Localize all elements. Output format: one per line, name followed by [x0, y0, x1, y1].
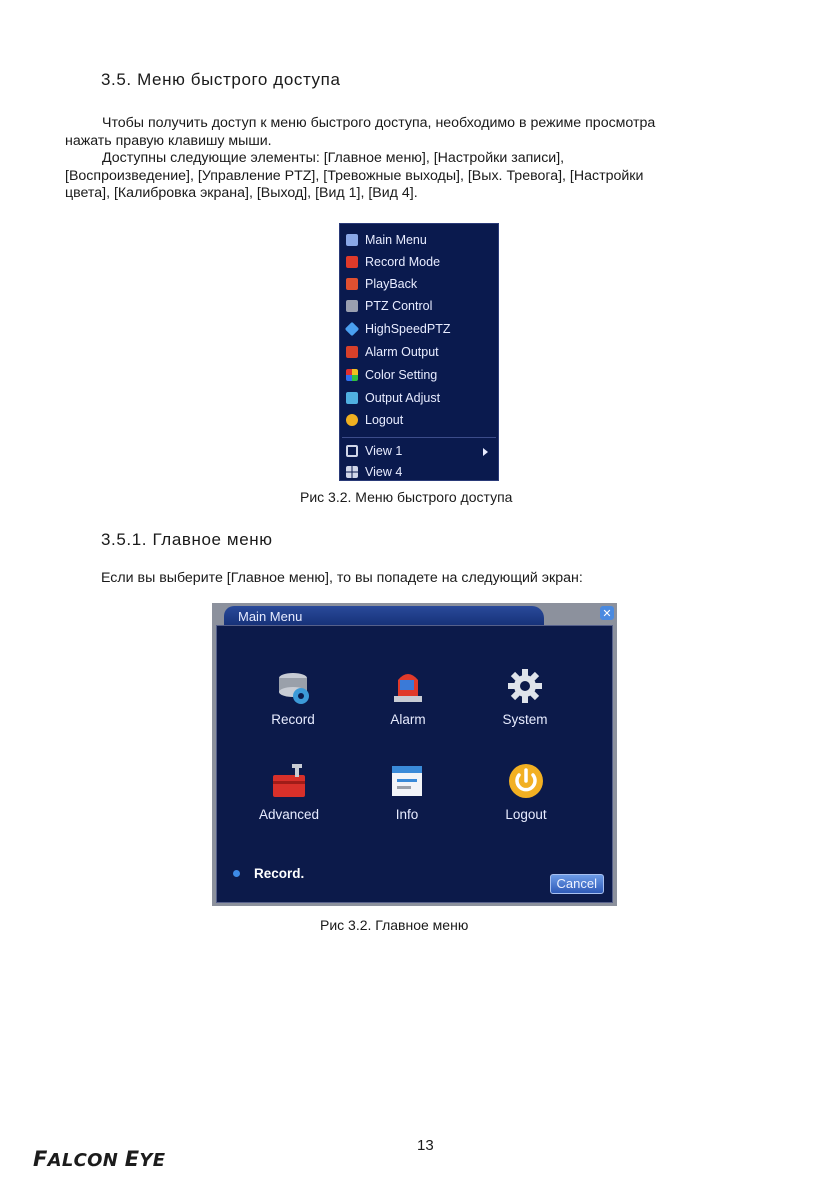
tile-record-label: Record: [271, 712, 315, 727]
alarm-icon: [388, 666, 428, 706]
menu-item-label: Main Menu: [365, 233, 427, 247]
tile-logout-label: Logout: [505, 807, 547, 822]
list-line-3: цвета], [Калибровка экрана], [Выход], [Вид 1], [Вид 4].: [65, 185, 418, 201]
tile-alarm-label: Alarm: [390, 712, 426, 727]
record-icon: [273, 666, 313, 706]
menu-item-label: View 1: [365, 444, 403, 458]
output-adjust-icon: [346, 392, 358, 404]
menu-item-label: Color Setting: [365, 368, 438, 382]
tile-info-label: Info: [395, 807, 419, 822]
view4-icon: [346, 466, 358, 478]
menu-item-label: Output Adjust: [365, 391, 441, 405]
figure-caption-2: Рис 3.2. Главное меню: [320, 917, 469, 933]
main-menu-window: [216, 625, 613, 903]
menu-separator: [342, 437, 496, 438]
close-icon[interactable]: ✕: [600, 606, 614, 620]
main-menu-icon: [346, 234, 358, 246]
tile-system-label: System: [502, 712, 548, 727]
menu-item-view-4[interactable]: [346, 462, 402, 482]
falcon-eye-logo: FALCON EYE: [33, 1147, 166, 1171]
menu-item-playback[interactable]: [346, 274, 417, 294]
intro-line-2: нажать правую клавишу мыши.: [65, 132, 272, 149]
menu-item-alarm-output[interactable]: [346, 342, 439, 362]
menu-item-color-setting[interactable]: [346, 365, 437, 385]
menu-item-output-adjust[interactable]: [346, 388, 440, 408]
tile-record[interactable]: [245, 666, 341, 727]
logout-icon: [346, 414, 358, 426]
menu-item-view-1[interactable]: [346, 441, 402, 461]
color-setting-icon: [346, 369, 358, 381]
alarm-output-icon: [346, 346, 358, 358]
tile-logout[interactable]: [478, 761, 574, 822]
menu-item-record-mode[interactable]: [346, 252, 440, 272]
menu-item-label: Record Mode: [365, 255, 441, 269]
intro-paragraph: [65, 115, 765, 203]
system-gear-icon: [505, 666, 545, 706]
main-menu-title: Main Menu: [238, 609, 303, 624]
view1-icon: [346, 445, 358, 457]
subsection-title: 3.5.1. Главное меню: [101, 530, 273, 549]
menu-item-label: PTZ Control: [365, 299, 433, 313]
menu-item-main-menu[interactable]: [346, 230, 427, 250]
info-window-icon: [387, 761, 427, 801]
list-line-2: [Воспроизведение], [Управление PTZ], [Тревожные выходы], [Вых. Тревога], [Настройки: [65, 167, 644, 184]
status-text: Record.: [254, 866, 305, 881]
menu-item-label: HighSpeedPTZ: [365, 322, 451, 336]
advanced-toolbox-icon: [269, 761, 309, 801]
tile-alarm[interactable]: [360, 666, 456, 727]
menu-item-label: Logout: [365, 413, 404, 427]
tile-advanced-label: Advanced: [258, 807, 320, 822]
highspeed-ptz-icon: [345, 322, 359, 336]
submenu-arrow-icon: [483, 448, 488, 456]
menu-item-label: PlayBack: [365, 277, 418, 291]
intro-line-1: Чтобы получить доступ к меню быстрого доступа, необходимо в режиме просмотра: [102, 115, 656, 131]
status-line: [233, 866, 304, 881]
list-line-1: Доступны следующие элементы: [Главное меню], [Настройки записи],: [102, 150, 565, 166]
page-number: 13: [417, 1137, 434, 1154]
status-dot-icon: [233, 870, 240, 877]
main-menu-screenshot: [212, 603, 617, 906]
section-title: 3.5. Меню быстрого доступа: [101, 70, 341, 89]
playback-icon: [346, 278, 358, 290]
cancel-button[interactable]: Cancel: [550, 874, 604, 894]
menu-item-label: View 4: [365, 465, 403, 479]
menu-item-logout[interactable]: [346, 410, 403, 430]
record-mode-icon: [346, 256, 358, 268]
subsection-text: Если вы выберите [Главное меню], то вы попадете на следующий экран:: [101, 570, 583, 586]
tile-info[interactable]: [359, 761, 455, 822]
tile-advanced[interactable]: [241, 761, 337, 822]
ptz-control-icon: [346, 300, 358, 312]
menu-item-highspeed-ptz[interactable]: [346, 319, 450, 339]
figure-caption-1: Рис 3.2. Меню быстрого доступа: [300, 489, 513, 505]
menu-item-ptz-control[interactable]: [346, 296, 432, 316]
quick-access-menu-screenshot: [339, 223, 499, 481]
tile-system[interactable]: [477, 666, 573, 727]
menu-item-label: Alarm Output: [365, 345, 439, 359]
logout-power-icon: [506, 761, 546, 801]
